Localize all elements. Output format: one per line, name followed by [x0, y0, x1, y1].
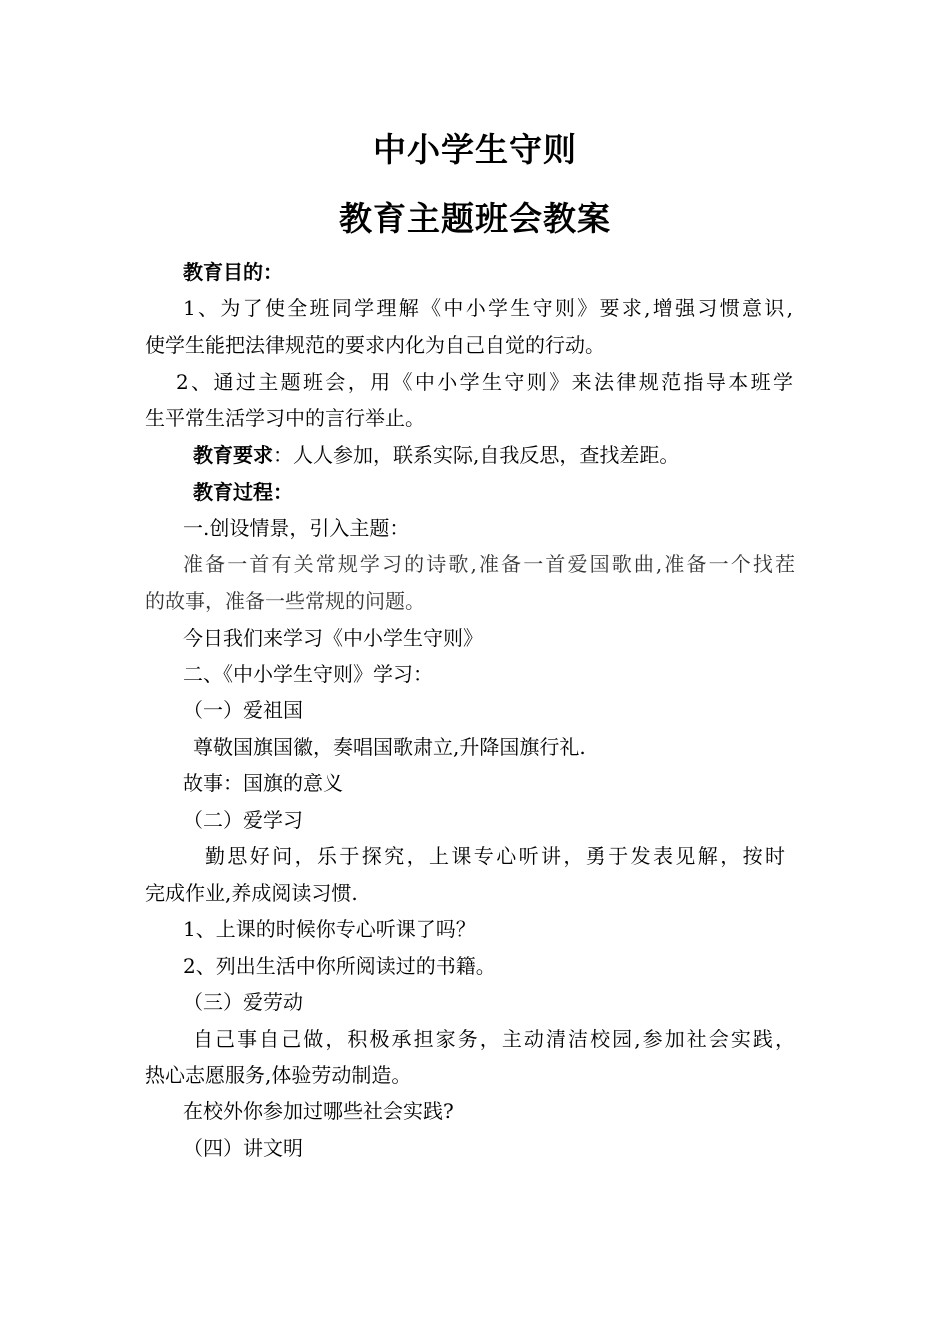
section-1-line2: 的故事，准备一些常规的问题。	[145, 589, 425, 613]
item-2-line2: 完成作业,养成阅读习惯.	[145, 881, 358, 905]
item-4-heading: （四）讲文明	[183, 1136, 303, 1160]
item-1-story: 故事：国旗的意义	[183, 771, 343, 795]
requirement-text: ：人人参加，联系实际,自我反思，查找差距。	[273, 443, 680, 467]
document-subtitle: 教育主题班会教案	[339, 199, 611, 238]
intro-text: 今日我们来学习《中小学生守则》	[183, 626, 483, 650]
requirement-label: 教育要求	[193, 443, 273, 467]
item-3-question: 在校外你参加过哪些社会实践?	[183, 1099, 454, 1123]
section-1-heading: 一.创设情景，引入主题：	[183, 516, 410, 540]
item-3-line1: 自己事自己做，积极承担家务，主动清洁校园,参加社会实践，	[193, 1027, 795, 1051]
purpose-heading: 教育目的：	[183, 260, 283, 284]
section-1-line1: 准备一首有关常规学习的诗歌,准备一首爱国歌曲,准备一个找茬	[183, 552, 795, 576]
purpose-2-line2: 生平常生活学习中的言行举止。	[145, 406, 425, 430]
item-2-heading: （二）爱学习	[183, 808, 303, 832]
item-3-heading: （三）爱劳动	[183, 990, 303, 1014]
document-title: 中小学生守则	[373, 130, 577, 169]
purpose-1-line2: 使学生能把法律规范的要求内化为自己自觉的行动。	[145, 333, 605, 357]
item-2-question-1: 1、上课的时候你专心听课了吗？	[183, 917, 476, 941]
requirement-line	[193, 441, 679, 469]
item-1-text: 尊敬国旗国徽，奏唱国歌肃立,升降国旗行礼.	[193, 735, 586, 759]
purpose-2-line1: 2、通过主题班会，用《中小学生守则》来法律规范指导本班学	[176, 370, 793, 394]
purpose-1-line1: 1、为了使全班同学理解《中小学生守则》要求,增强习惯意识,	[183, 296, 793, 320]
item-2-question-2: 2、列出生活中你所阅读过的书籍。	[183, 954, 496, 978]
section-2-heading: 二、《中小学生守则》学习：	[183, 662, 433, 686]
process-heading: 教育过程：	[193, 480, 293, 504]
item-2-line1: 勤思好问，乐于探究，上课专心听讲，勇于发表见解，按时	[205, 844, 785, 868]
item-3-line2: 热心志愿服务,体验劳动制造。	[145, 1063, 412, 1087]
item-1-heading: （一）爱祖国	[183, 698, 303, 722]
